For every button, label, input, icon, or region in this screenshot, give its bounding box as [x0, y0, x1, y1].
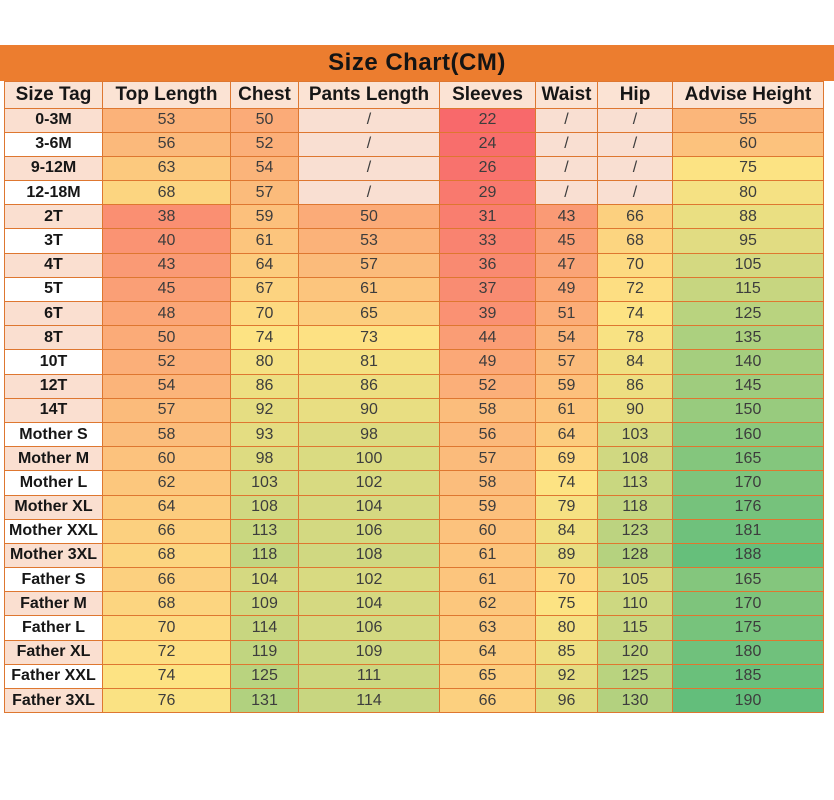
measurement-cell: 80: [231, 350, 299, 374]
size-tag-cell: Father S: [5, 568, 103, 592]
measurement-cell: 68: [103, 181, 231, 205]
measurement-cell: 100: [299, 447, 440, 471]
size-tag-cell: Mother XL: [5, 495, 103, 519]
measurement-cell: 120: [598, 640, 673, 664]
size-tag-cell: 12T: [5, 374, 103, 398]
table-row: [5, 350, 824, 374]
measurement-cell: 170: [673, 592, 824, 616]
measurement-cell: 52: [440, 374, 536, 398]
size-tag-cell: Father XL: [5, 640, 103, 664]
table-row: [5, 640, 824, 664]
measurement-cell: 52: [231, 132, 299, 156]
size-tag-cell: 14T: [5, 398, 103, 422]
table-row: [5, 543, 824, 567]
measurement-cell: 76: [103, 689, 231, 713]
measurement-cell: 74: [231, 326, 299, 350]
measurement-cell: 165: [673, 568, 824, 592]
measurement-cell: 70: [598, 253, 673, 277]
measurement-cell: 22: [440, 108, 536, 132]
measurement-cell: 114: [299, 689, 440, 713]
measurement-cell: 92: [536, 664, 598, 688]
measurement-cell: 105: [598, 568, 673, 592]
measurement-cell: 125: [231, 664, 299, 688]
measurement-cell: 170: [673, 471, 824, 495]
measurement-cell: 65: [440, 664, 536, 688]
table-row: [5, 447, 824, 471]
measurement-cell: 31: [440, 205, 536, 229]
table-header-row: [5, 82, 824, 109]
size-tag-cell: Father L: [5, 616, 103, 640]
measurement-cell: 59: [440, 495, 536, 519]
table-row: [5, 205, 824, 229]
table-row: [5, 592, 824, 616]
table-row: [5, 156, 824, 180]
measurement-cell: 145: [673, 374, 824, 398]
measurement-cell: 181: [673, 519, 824, 543]
column-header-chest: Chest: [231, 82, 299, 109]
measurement-cell: 66: [440, 689, 536, 713]
measurement-cell: 61: [231, 229, 299, 253]
measurement-cell: 70: [103, 616, 231, 640]
measurement-cell: /: [598, 181, 673, 205]
size-chart-table: [4, 81, 824, 713]
measurement-cell: 48: [103, 302, 231, 326]
measurement-cell: 43: [103, 253, 231, 277]
size-tag-cell: 5T: [5, 277, 103, 301]
measurement-cell: 106: [299, 616, 440, 640]
measurement-cell: 123: [598, 519, 673, 543]
measurement-cell: 70: [231, 302, 299, 326]
size-tag-cell: 6T: [5, 302, 103, 326]
column-header-waist: Waist: [536, 82, 598, 109]
measurement-cell: 39: [440, 302, 536, 326]
column-header-size-tag: Size Tag: [5, 82, 103, 109]
measurement-cell: 64: [103, 495, 231, 519]
measurement-cell: 63: [440, 616, 536, 640]
measurement-cell: 93: [231, 422, 299, 446]
measurement-cell: 53: [103, 108, 231, 132]
measurement-cell: /: [536, 156, 598, 180]
table-row: [5, 302, 824, 326]
measurement-cell: 90: [299, 398, 440, 422]
measurement-cell: 66: [103, 519, 231, 543]
measurement-cell: 65: [299, 302, 440, 326]
measurement-cell: 62: [440, 592, 536, 616]
measurement-cell: 49: [440, 350, 536, 374]
table-row: [5, 422, 824, 446]
table-row: [5, 471, 824, 495]
table-row: [5, 181, 824, 205]
measurement-cell: 118: [598, 495, 673, 519]
measurement-cell: 150: [673, 398, 824, 422]
measurement-cell: 115: [598, 616, 673, 640]
measurement-cell: 103: [598, 422, 673, 446]
measurement-cell: 68: [103, 592, 231, 616]
measurement-cell: /: [536, 132, 598, 156]
measurement-cell: 119: [231, 640, 299, 664]
measurement-cell: 66: [598, 205, 673, 229]
table-row: [5, 664, 824, 688]
measurement-cell: 102: [299, 471, 440, 495]
measurement-cell: 61: [299, 277, 440, 301]
column-header-hip: Hip: [598, 82, 673, 109]
measurement-cell: 95: [673, 229, 824, 253]
measurement-cell: 105: [673, 253, 824, 277]
measurement-cell: 68: [103, 543, 231, 567]
measurement-cell: /: [536, 181, 598, 205]
measurement-cell: 53: [299, 229, 440, 253]
measurement-cell: 57: [299, 253, 440, 277]
column-header-pants-length: Pants Length: [299, 82, 440, 109]
measurement-cell: 88: [673, 205, 824, 229]
measurement-cell: 86: [299, 374, 440, 398]
measurement-cell: 175: [673, 616, 824, 640]
table-row: [5, 253, 824, 277]
measurement-cell: 61: [440, 543, 536, 567]
measurement-cell: /: [598, 108, 673, 132]
measurement-cell: 56: [103, 132, 231, 156]
measurement-cell: 125: [598, 664, 673, 688]
measurement-cell: 118: [231, 543, 299, 567]
measurement-cell: 114: [231, 616, 299, 640]
measurement-cell: 165: [673, 447, 824, 471]
measurement-cell: 104: [299, 592, 440, 616]
measurement-cell: 57: [103, 398, 231, 422]
size-tag-cell: Mother S: [5, 422, 103, 446]
measurement-cell: 73: [299, 326, 440, 350]
measurement-cell: 56: [440, 422, 536, 446]
size-tag-cell: 10T: [5, 350, 103, 374]
measurement-cell: 98: [231, 447, 299, 471]
measurement-cell: 74: [103, 664, 231, 688]
measurement-cell: 75: [536, 592, 598, 616]
size-tag-cell: Mother XXL: [5, 519, 103, 543]
measurement-cell: 78: [598, 326, 673, 350]
measurement-cell: 50: [299, 205, 440, 229]
measurement-cell: /: [598, 156, 673, 180]
measurement-cell: 61: [536, 398, 598, 422]
measurement-cell: 190: [673, 689, 824, 713]
table-row: [5, 132, 824, 156]
size-tag-cell: 2T: [5, 205, 103, 229]
measurement-cell: 51: [536, 302, 598, 326]
measurement-cell: 45: [536, 229, 598, 253]
size-tag-cell: 3-6M: [5, 132, 103, 156]
measurement-cell: 70: [536, 568, 598, 592]
measurement-cell: 64: [536, 422, 598, 446]
measurement-cell: 96: [536, 689, 598, 713]
measurement-cell: 36: [440, 253, 536, 277]
measurement-cell: 86: [598, 374, 673, 398]
size-tag-cell: 8T: [5, 326, 103, 350]
measurement-cell: 102: [299, 568, 440, 592]
measurement-cell: 67: [231, 277, 299, 301]
measurement-cell: 58: [440, 398, 536, 422]
measurement-cell: 66: [103, 568, 231, 592]
table-row: [5, 108, 824, 132]
measurement-cell: 108: [598, 447, 673, 471]
measurement-cell: 92: [231, 398, 299, 422]
measurement-cell: 111: [299, 664, 440, 688]
measurement-cell: 61: [440, 568, 536, 592]
measurement-cell: 60: [440, 519, 536, 543]
measurement-cell: 125: [673, 302, 824, 326]
measurement-cell: /: [536, 108, 598, 132]
table-row: [5, 495, 824, 519]
measurement-cell: 103: [231, 471, 299, 495]
measurement-cell: 84: [536, 519, 598, 543]
measurement-cell: 180: [673, 640, 824, 664]
size-tag-cell: Mother 3XL: [5, 543, 103, 567]
measurement-cell: 57: [440, 447, 536, 471]
measurement-cell: 47: [536, 253, 598, 277]
measurement-cell: 115: [673, 277, 824, 301]
measurement-cell: 57: [536, 350, 598, 374]
measurement-cell: 37: [440, 277, 536, 301]
measurement-cell: /: [598, 132, 673, 156]
chart-title: Size Chart(CM): [328, 49, 506, 76]
measurement-cell: 57: [231, 181, 299, 205]
measurement-cell: /: [299, 132, 440, 156]
measurement-cell: 72: [103, 640, 231, 664]
size-tag-cell: Mother M: [5, 447, 103, 471]
table-row: [5, 568, 824, 592]
column-header-top-length: Top Length: [103, 82, 231, 109]
measurement-cell: 84: [598, 350, 673, 374]
size-tag-cell: Father M: [5, 592, 103, 616]
size-tag-cell: 0-3M: [5, 108, 103, 132]
measurement-cell: 131: [231, 689, 299, 713]
column-header-advise-height: Advise Height: [673, 82, 824, 109]
measurement-cell: 60: [103, 447, 231, 471]
size-tag-cell: 3T: [5, 229, 103, 253]
measurement-cell: 72: [598, 277, 673, 301]
size-tag-cell: 9-12M: [5, 156, 103, 180]
measurement-cell: 185: [673, 664, 824, 688]
measurement-cell: 59: [231, 205, 299, 229]
table-row: [5, 616, 824, 640]
measurement-cell: 55: [673, 108, 824, 132]
measurement-cell: 113: [231, 519, 299, 543]
measurement-cell: 113: [598, 471, 673, 495]
measurement-cell: /: [299, 156, 440, 180]
measurement-cell: 40: [103, 229, 231, 253]
measurement-cell: 81: [299, 350, 440, 374]
measurement-cell: 74: [536, 471, 598, 495]
measurement-cell: 140: [673, 350, 824, 374]
table-row: [5, 689, 824, 713]
measurement-cell: 128: [598, 543, 673, 567]
measurement-cell: 89: [536, 543, 598, 567]
measurement-cell: 80: [673, 181, 824, 205]
measurement-cell: 108: [231, 495, 299, 519]
measurement-cell: 80: [536, 616, 598, 640]
measurement-cell: 188: [673, 543, 824, 567]
size-tag-cell: Father XXL: [5, 664, 103, 688]
table-row: [5, 326, 824, 350]
measurement-cell: 54: [103, 374, 231, 398]
measurement-cell: 176: [673, 495, 824, 519]
measurement-cell: 74: [598, 302, 673, 326]
measurement-cell: 52: [103, 350, 231, 374]
measurement-cell: 75: [673, 156, 824, 180]
measurement-cell: 58: [440, 471, 536, 495]
measurement-cell: 38: [103, 205, 231, 229]
measurement-cell: 160: [673, 422, 824, 446]
measurement-cell: 130: [598, 689, 673, 713]
measurement-cell: /: [299, 181, 440, 205]
size-tag-cell: Mother L: [5, 471, 103, 495]
measurement-cell: 54: [231, 156, 299, 180]
measurement-cell: 62: [103, 471, 231, 495]
measurement-cell: 45: [103, 277, 231, 301]
size-tag-cell: 12-18M: [5, 181, 103, 205]
measurement-cell: 50: [103, 326, 231, 350]
measurement-cell: /: [299, 108, 440, 132]
measurement-cell: 54: [536, 326, 598, 350]
measurement-cell: 33: [440, 229, 536, 253]
measurement-cell: 26: [440, 156, 536, 180]
measurement-cell: 106: [299, 519, 440, 543]
measurement-cell: 44: [440, 326, 536, 350]
measurement-cell: 58: [103, 422, 231, 446]
measurement-cell: 59: [536, 374, 598, 398]
measurement-cell: 90: [598, 398, 673, 422]
table-row: [5, 398, 824, 422]
measurement-cell: 43: [536, 205, 598, 229]
measurement-cell: 135: [673, 326, 824, 350]
measurement-cell: 109: [299, 640, 440, 664]
size-tag-cell: Father 3XL: [5, 689, 103, 713]
measurement-cell: 104: [299, 495, 440, 519]
measurement-cell: 60: [673, 132, 824, 156]
measurement-cell: 69: [536, 447, 598, 471]
measurement-cell: 64: [231, 253, 299, 277]
measurement-cell: 110: [598, 592, 673, 616]
table-row: [5, 277, 824, 301]
measurement-cell: 50: [231, 108, 299, 132]
measurement-cell: 109: [231, 592, 299, 616]
table-row: [5, 519, 824, 543]
measurement-cell: 24: [440, 132, 536, 156]
table-row: [5, 229, 824, 253]
measurement-cell: 98: [299, 422, 440, 446]
measurement-cell: 63: [103, 156, 231, 180]
column-header-sleeves: Sleeves: [440, 82, 536, 109]
table-row: [5, 374, 824, 398]
measurement-cell: 79: [536, 495, 598, 519]
measurement-cell: 108: [299, 543, 440, 567]
measurement-cell: 29: [440, 181, 536, 205]
measurement-cell: 104: [231, 568, 299, 592]
size-tag-cell: 4T: [5, 253, 103, 277]
measurement-cell: 49: [536, 277, 598, 301]
measurement-cell: 85: [536, 640, 598, 664]
measurement-cell: 64: [440, 640, 536, 664]
measurement-cell: 68: [598, 229, 673, 253]
chart-title-bar: [0, 45, 834, 81]
measurement-cell: 86: [231, 374, 299, 398]
